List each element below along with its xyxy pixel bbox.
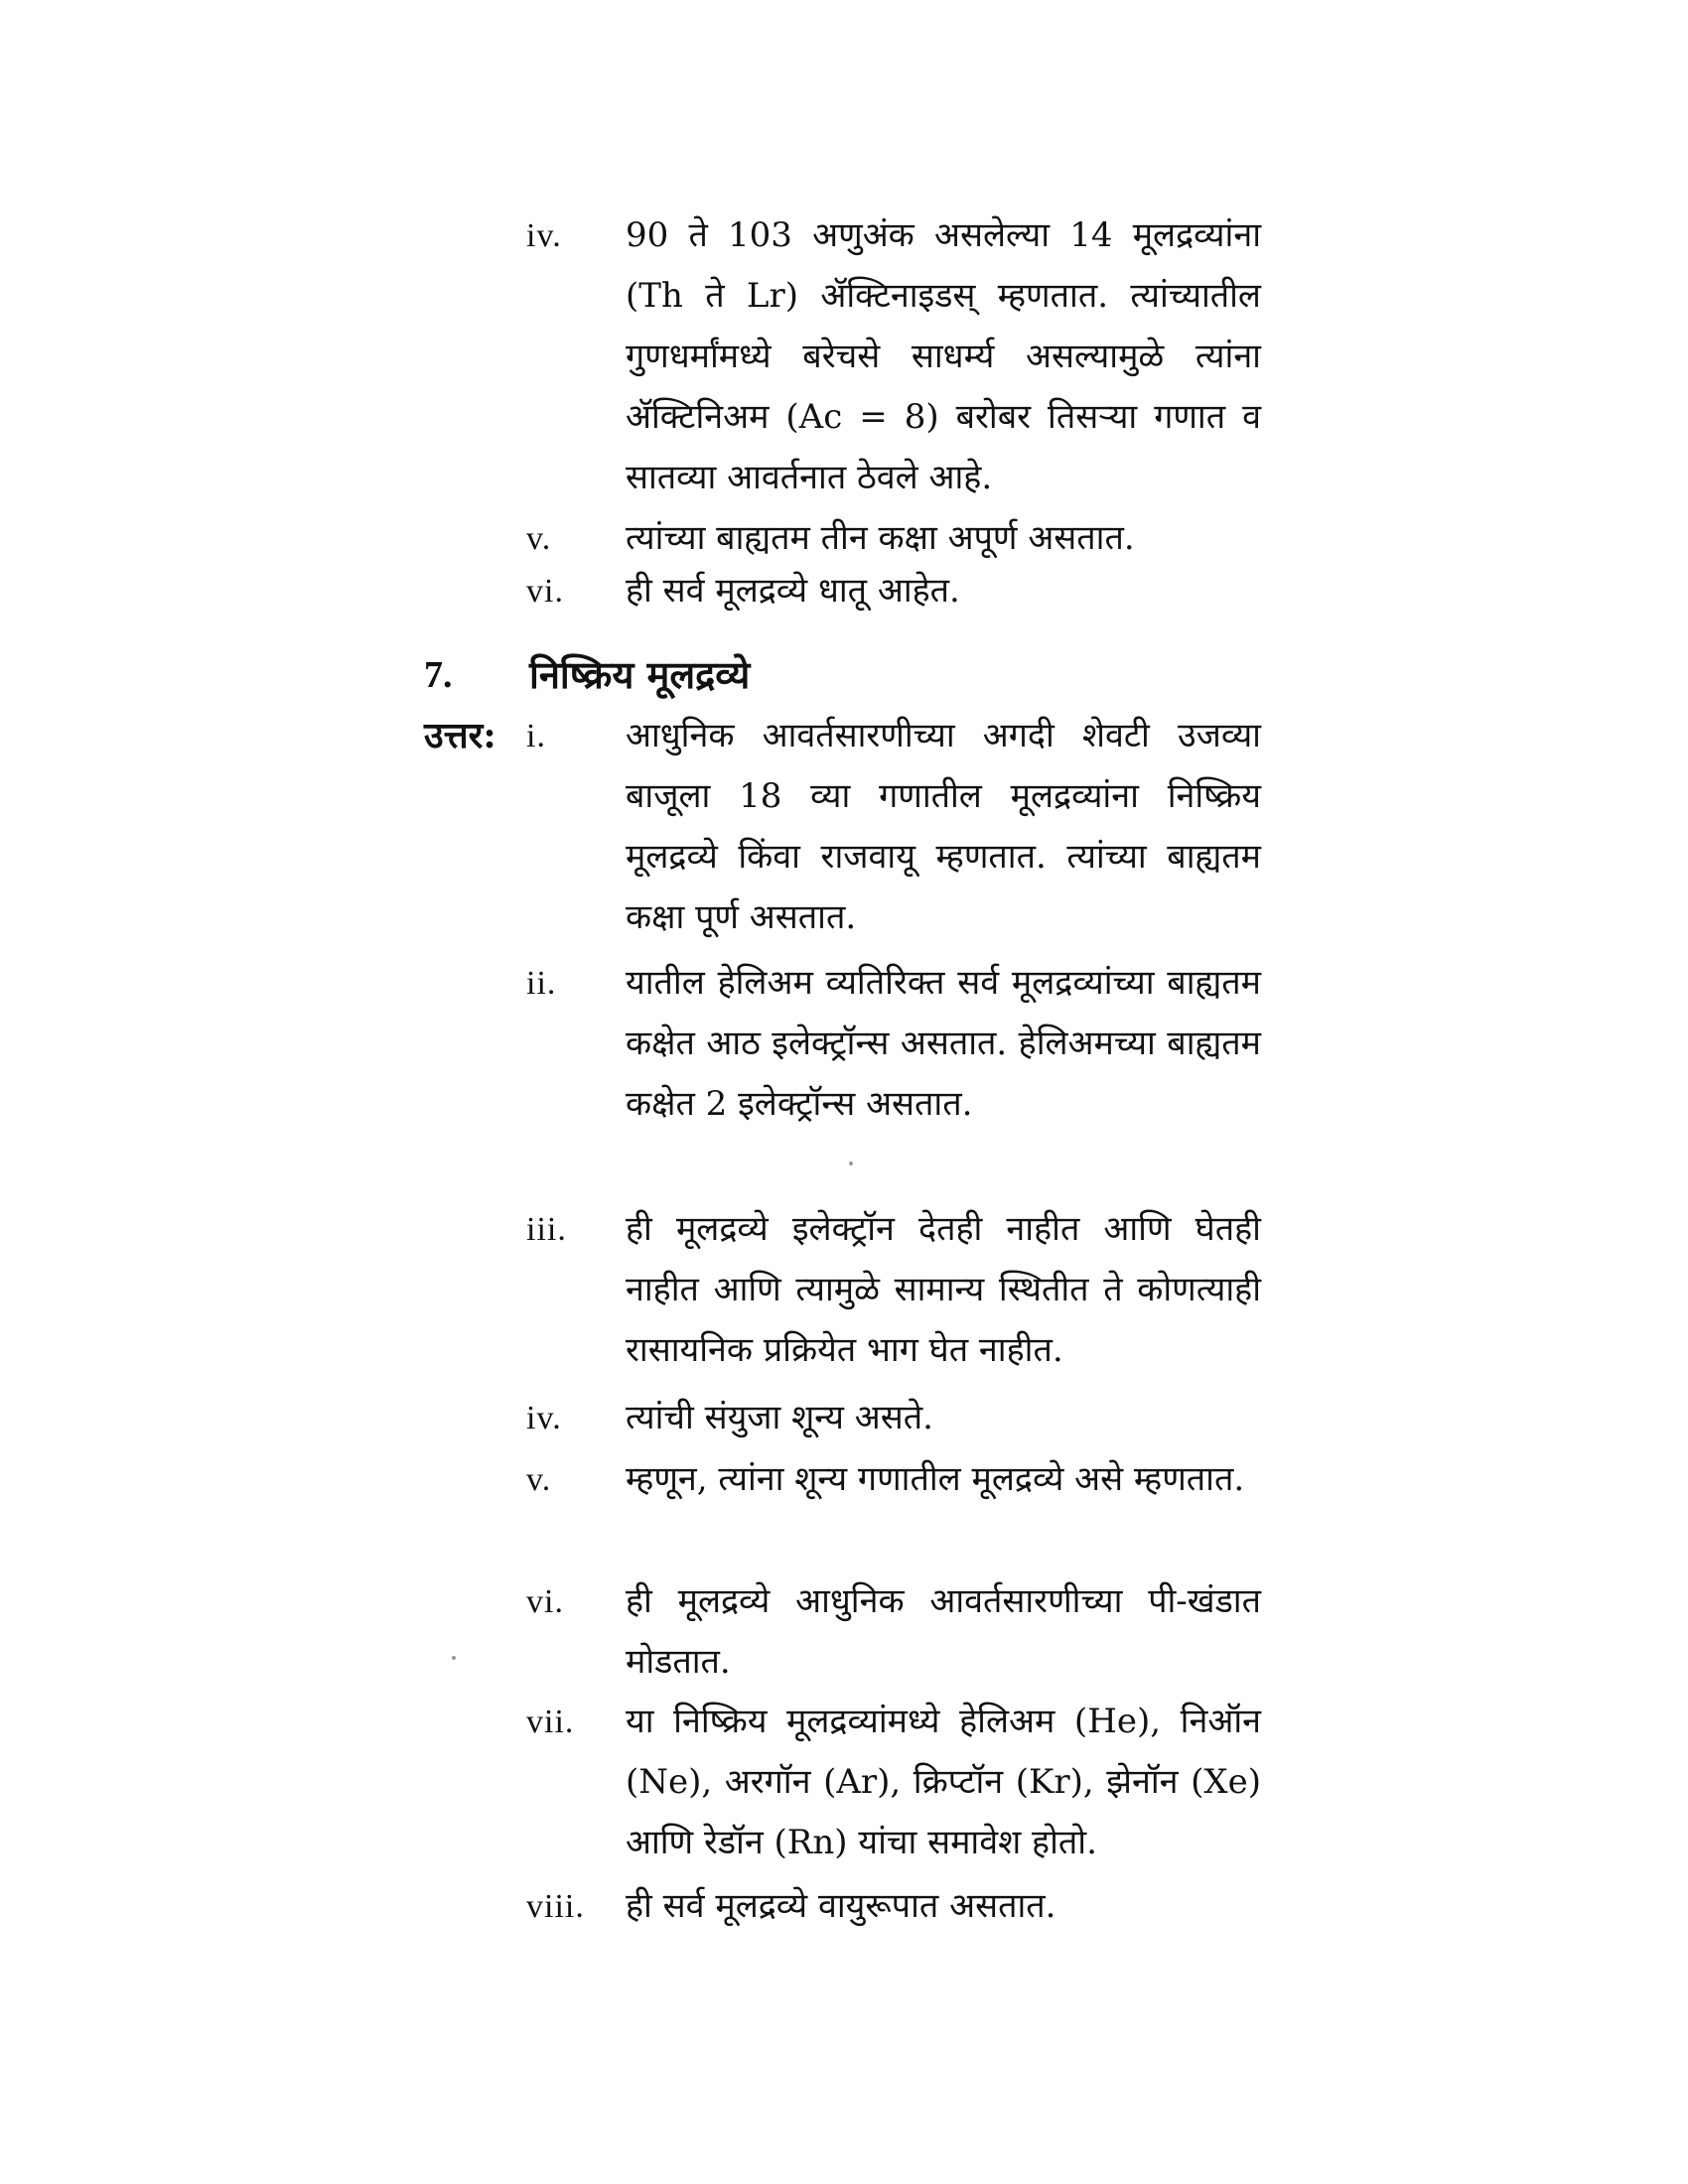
answer-label: उत्तर: [424, 715, 496, 756]
list-item-text: यातील हेलिअम व्यतिरिक्त सर्व मूलद्रव्यांच्या बाह्यतम कक्षेत आठ इलेक्ट्रॉन्स असतात. हेलिअमच्या बाह्यतम कक्षेत 2 इलेक्ट्रॉन्स असतात. [626, 963, 1261, 1124]
list-item [526, 508, 1261, 569]
list-item [526, 1571, 1261, 1693]
list-item [526, 1388, 1261, 1448]
list-item [526, 953, 1261, 1135]
list-item-text: या निष्क्रिय मूलद्रव्यांमध्ये हेलिअम (He), निऑन (Ne), अरगॉन (Ar), क्रिप्टॉन (Kr), झेनॉन (Xe) आणि रेडॉन (Rn) यांचा समावेश होतो. [626, 1702, 1261, 1862]
list-item [526, 1199, 1261, 1381]
list-item [526, 561, 1261, 621]
list-item [526, 1692, 1261, 1873]
list-item-number: iv. [526, 1400, 562, 1436]
list-item-number: iii. [526, 1211, 567, 1248]
scan-speck [452, 1656, 456, 1660]
list-item-text: आधुनिक आवर्तसारणीच्या अगदी शेवटी उजव्या बाजूला 18 व्या गणातील मूलद्रव्यांना निष्क्रिय मूलद्रव्ये किंवा राजवायू म्हणतात. त्यांच्या बाह्यतम कक्षा पूर्ण असतात. [626, 716, 1261, 937]
list-item-number: vi. [526, 1583, 564, 1620]
list-item [526, 205, 1261, 508]
list-item-number: ii. [526, 965, 557, 1002]
list-item-number: v. [526, 520, 552, 557]
scan-speck [849, 1161, 853, 1165]
list-item-number: iv. [526, 217, 562, 254]
list-item-text: ही सर्व मूलद्रव्ये वायुरूपात असतात. [626, 1886, 1056, 1926]
list-item-number: vii. [526, 1704, 575, 1740]
list-item [526, 706, 1261, 948]
list-item-text: त्यांची संयुजा शून्य असते. [626, 1398, 933, 1437]
list-item-text: ही सर्व मूलद्रव्ये धातू आहेत. [626, 571, 960, 611]
section-title: निष्क्रिय मूलद्रव्ये [529, 652, 751, 697]
list-item-number: viii. [526, 1888, 585, 1925]
list-item [526, 1449, 1261, 1510]
list-item-text: म्हणून, त्यांना शून्य गणातील मूलद्रव्ये असे म्हणतात. [626, 1459, 1245, 1499]
list-item-number: vi. [526, 573, 564, 610]
list-item-text: त्यांच्या बाह्यतम तीन कक्षा अपूर्ण असतात. [626, 518, 1135, 558]
list-item-text: 90 ते 103 अणुअंक असलेल्या 14 मूलद्रव्यांना (Th ते Lr) ॲक्टिनाइडस् म्हणतात. त्यांच्यातील गुणधर्मांमध्ये बरेचसे साधर्म्य असल्यामुळे त्यांना ॲक्टिनिअम (Ac = 8) बरोबर तिसऱ्या गणात व सातव्या आवर्तनात ठेवले आहे. [626, 215, 1261, 497]
list-item-text: ही मूलद्रव्ये इलेक्ट्रॉन देतही नाहीत आणि घेतही नाहीत आणि त्यामुळे सामान्य स्थितीत ते कोणत्याही रासायनिक प्रक्रियेत भाग घेत नाहीत. [626, 1209, 1261, 1370]
list-item-number: v. [526, 1461, 552, 1498]
list-item [526, 1876, 1261, 1937]
list-item-text: ही मूलद्रव्ये आधुनिक आवर्तसारणीच्या पी-खंडात मोडतात. [626, 1581, 1261, 1682]
section-heading [424, 645, 750, 705]
section-number: 7. [424, 654, 453, 696]
list-item-number: i. [526, 718, 546, 754]
